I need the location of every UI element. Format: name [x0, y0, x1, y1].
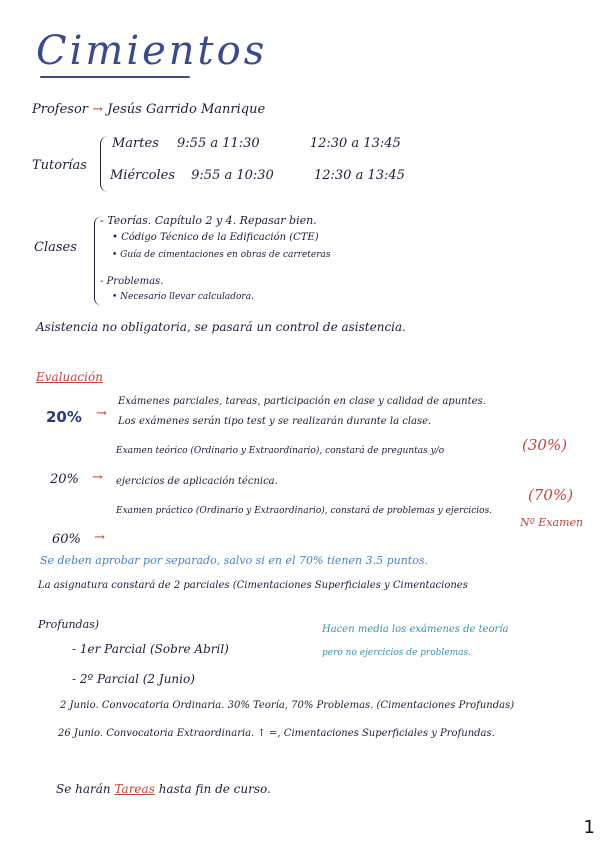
- convocatoria-line: 26 Junio. Convocatoria Extraordinaria. ↑ =, Cimentaciones Superficiales y Profundas.: [58, 728, 495, 739]
- tutoria-day: Martes: [112, 136, 159, 151]
- tutoria-slot1: 9:55 a 11:30: [177, 136, 260, 151]
- parcial-item: - 1er Parcial (Sobre Abril): [72, 642, 229, 656]
- evaluacion-percent: 20%: [46, 408, 82, 426]
- evaluacion-line: Los exámenes serán tipo test y se realizarán durante la clase.: [118, 416, 432, 427]
- tutoria-slot2: 12:30 a 13:45: [313, 168, 405, 183]
- evaluacion-side-note: Nº Examen: [520, 516, 584, 529]
- clases-item: - Problemas.: [100, 276, 164, 287]
- aprobar-note: Se deben aprobar por separado, salvo si en el 70% tienen 3.5 puntos.: [40, 554, 428, 567]
- page-title: Cimientos: [36, 28, 268, 74]
- tutorias-label: Tutorías: [32, 158, 87, 173]
- tutoria-row: [110, 168, 405, 183]
- profesor-line: [32, 102, 265, 117]
- convocatoria-line: 2 Junio. Convocatoria Ordinaria. 30% Teoría, 70% Problemas. (Cimentaciones Profundas): [60, 700, 515, 711]
- tutoria-slot1: 9:55 a 10:30: [191, 168, 274, 183]
- profesor-arrow: →: [92, 102, 104, 117]
- asignatura-line: La asignatura constará de 2 parciales (Cimentaciones Superficiales y Cimentaciones: [38, 580, 468, 591]
- clases-item: - Teorías. Capítulo 2 y 4. Repasar bien.: [100, 214, 317, 227]
- asignatura-side-note: Hacen media los exámenes de teoría: [322, 624, 509, 635]
- asignatura-line: Profundas): [38, 618, 100, 631]
- clases-label: Clases: [34, 240, 77, 255]
- tutorias-brace: [100, 136, 109, 192]
- tareas-suffix: hasta fin de curso.: [158, 782, 271, 796]
- asistencia-note: Asistencia no obligatoria, se pasará un control de asistencia.: [36, 320, 406, 334]
- evaluacion-heading: Evaluación: [36, 370, 103, 384]
- evaluacion-weight-note: (70%): [528, 486, 574, 504]
- page-number: 1: [583, 817, 595, 838]
- tareas-word: Tareas: [114, 782, 155, 796]
- asignatura-side-note: pero no ejercicios de problemas.: [322, 648, 472, 658]
- clases-item: • Código Técnico de la Edificación (CTE): [112, 232, 319, 243]
- evaluacion-line: ejercicios de aplicación técnica.: [116, 476, 278, 487]
- evaluacion-arrow: →: [92, 470, 103, 485]
- title-underline: [40, 76, 190, 78]
- clases-item: • Guía de cimentaciones en obras de carreteras: [112, 250, 331, 260]
- evaluacion-line: Examen práctico (Ordinario y Extraordinario), constará de problemas y ejercicios.: [116, 506, 493, 516]
- profesor-label: Profesor: [32, 102, 89, 117]
- clases-item: • Necesario llevar calculadora.: [112, 292, 254, 302]
- evaluacion-line: Examen teórico (Ordinario y Extraordinario), constará de preguntas y/o: [116, 446, 445, 456]
- tareas-line: [56, 782, 271, 796]
- tareas-prefix: Se harán: [56, 782, 111, 796]
- profesor-name: Jesús Garrido Manrique: [107, 102, 266, 117]
- evaluacion-arrow: →: [96, 406, 107, 421]
- parcial-item: - 2º Parcial (2 Junio): [72, 672, 195, 686]
- evaluacion-percent: 20%: [50, 472, 79, 487]
- tutoria-day: Miércoles: [110, 168, 176, 183]
- tutoria-row: [112, 136, 401, 151]
- evaluacion-percent: 60%: [52, 532, 81, 547]
- evaluacion-weight-note: (30%): [522, 436, 568, 454]
- tutoria-slot2: 12:30 a 13:45: [309, 136, 401, 151]
- clases-brace: [94, 216, 103, 306]
- evaluacion-arrow: →: [94, 530, 105, 545]
- evaluacion-line: Exámenes parciales, tareas, participación en clase y calidad de apuntes.: [118, 396, 486, 407]
